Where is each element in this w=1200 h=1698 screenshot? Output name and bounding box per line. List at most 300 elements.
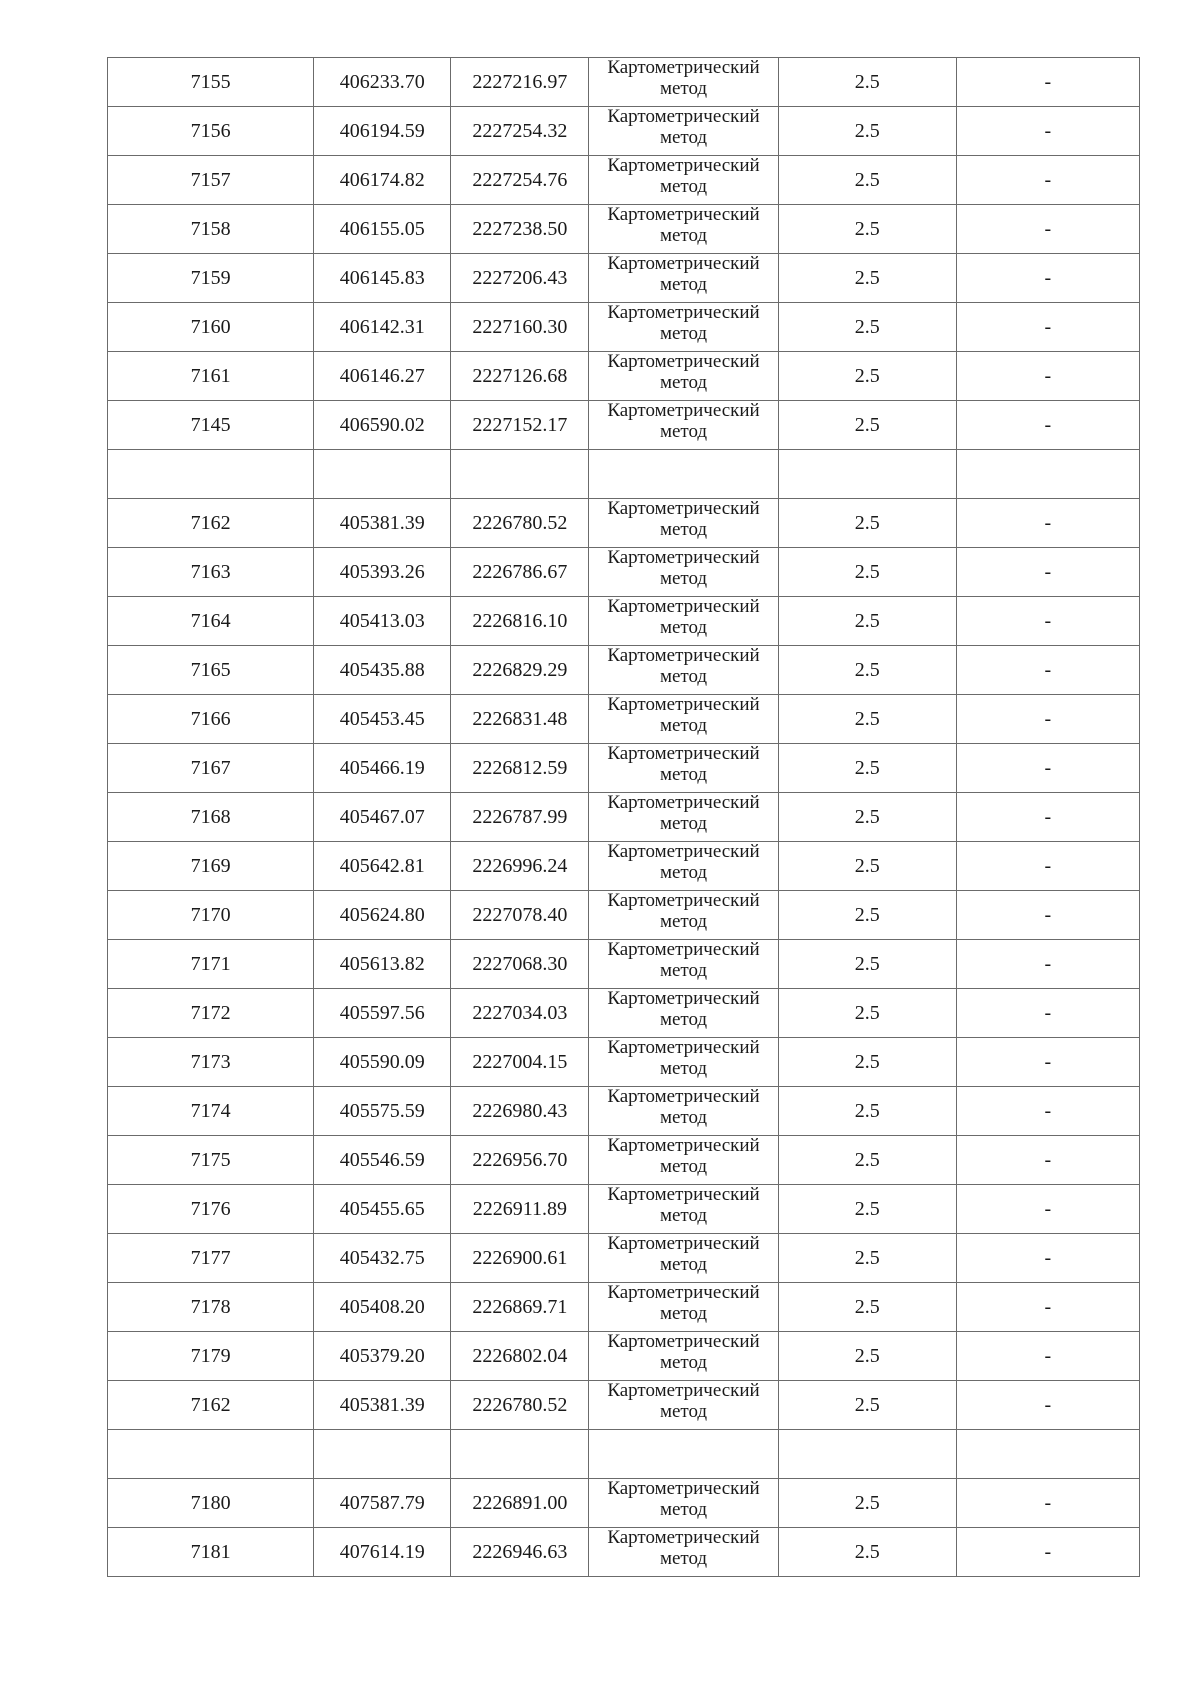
method-text: Картометрический метод [607, 498, 760, 540]
x-coordinate-text: 405467.07 [339, 806, 425, 828]
y-coordinate-text: 2226996.24 [472, 855, 568, 877]
method-cell [589, 401, 778, 450]
y-coordinate-text: 2227152.17 [472, 414, 568, 436]
note-cell [956, 156, 1139, 205]
note-cell [956, 548, 1139, 597]
table-row [108, 989, 1140, 1038]
accuracy-text: 2.5 [854, 855, 880, 877]
y-coordinate-cell [451, 1332, 589, 1381]
table-row [108, 646, 1140, 695]
y-coordinate-cell [451, 254, 589, 303]
accuracy-text: 2.5 [854, 169, 880, 191]
method-cell [589, 940, 778, 989]
method-cell [589, 1479, 778, 1528]
method-cell [589, 548, 778, 597]
x-coordinate-text: 405590.09 [339, 1051, 425, 1073]
coordinates-table [107, 57, 1140, 1577]
accuracy-text: 2.5 [854, 1541, 880, 1563]
note-cell [956, 107, 1139, 156]
y-coordinate-cell [451, 1430, 589, 1479]
accuracy-cell [778, 940, 956, 989]
accuracy-cell [778, 254, 956, 303]
y-coordinate-text: 2227126.68 [472, 365, 568, 387]
accuracy-cell [778, 401, 956, 450]
y-coordinate-cell [451, 107, 589, 156]
table-row [108, 156, 1140, 205]
table-row [108, 548, 1140, 597]
table-row [108, 254, 1140, 303]
method-text: Картометрический метод [607, 1135, 760, 1177]
point-number-text: 7156 [190, 120, 231, 142]
x-coordinate-cell [314, 1332, 451, 1381]
table-row [108, 1185, 1140, 1234]
accuracy-cell [778, 646, 956, 695]
y-coordinate-cell [451, 597, 589, 646]
table-row [108, 1234, 1140, 1283]
point-number-text: 7169 [190, 855, 231, 877]
note-cell [956, 891, 1139, 940]
method-cell [589, 1234, 778, 1283]
note-text: - [1044, 1247, 1052, 1269]
accuracy-cell [778, 548, 956, 597]
y-coordinate-cell [451, 156, 589, 205]
method-text: Картометрический метод [607, 939, 760, 981]
x-coordinate-cell [314, 450, 451, 499]
x-coordinate-text: 405381.39 [339, 1394, 425, 1416]
y-coordinate-cell [451, 58, 589, 107]
method-text: Картометрический метод [607, 204, 760, 246]
note-text: - [1044, 512, 1052, 534]
y-coordinate-cell [451, 1087, 589, 1136]
y-coordinate-text: 2226780.52 [472, 512, 568, 534]
note-text: - [1044, 757, 1052, 779]
note-cell [956, 1528, 1139, 1577]
point-number-cell [108, 107, 314, 156]
y-coordinate-text: 2226787.99 [472, 806, 568, 828]
method-cell [589, 695, 778, 744]
point-number-cell [108, 303, 314, 352]
y-coordinate-text: 2227004.15 [472, 1051, 568, 1073]
note-text: - [1044, 365, 1052, 387]
point-number-text: 7176 [190, 1198, 231, 1220]
x-coordinate-text: 405624.80 [339, 904, 425, 926]
y-coordinate-text: 2227254.32 [472, 120, 568, 142]
point-number-text: 7155 [190, 71, 231, 93]
method-text: Картометрический метод [607, 1331, 760, 1373]
x-coordinate-cell [314, 401, 451, 450]
method-cell [589, 646, 778, 695]
method-cell [589, 1185, 778, 1234]
x-coordinate-text: 407614.19 [339, 1541, 425, 1563]
point-number-text: 7179 [190, 1345, 231, 1367]
table-row [108, 1136, 1140, 1185]
accuracy-text: 2.5 [854, 316, 880, 338]
note-cell [956, 989, 1139, 1038]
x-coordinate-cell [314, 156, 451, 205]
accuracy-text: 2.5 [854, 953, 880, 975]
table-row [108, 891, 1140, 940]
note-cell [956, 205, 1139, 254]
point-number-cell [108, 1136, 314, 1185]
x-coordinate-cell [314, 1234, 451, 1283]
method-text: Картометрический метод [607, 106, 760, 148]
method-cell [589, 597, 778, 646]
x-coordinate-text: 405455.65 [339, 1198, 425, 1220]
note-text: - [1044, 218, 1052, 240]
point-number-cell [108, 1479, 314, 1528]
point-number-cell [108, 1528, 314, 1577]
y-coordinate-text: 2226812.59 [472, 757, 568, 779]
y-coordinate-text: 2226831.48 [472, 708, 568, 730]
note-cell [956, 499, 1139, 548]
method-text: Картометрический метод [607, 792, 760, 834]
y-coordinate-cell [451, 646, 589, 695]
point-number-text: 7175 [190, 1149, 231, 1171]
method-text: Картометрический метод [607, 302, 760, 344]
x-coordinate-cell [314, 1136, 451, 1185]
note-cell [956, 1185, 1139, 1234]
method-text: Картометрический метод [607, 1478, 760, 1520]
accuracy-text: 2.5 [854, 1345, 880, 1367]
y-coordinate-cell [451, 1185, 589, 1234]
y-coordinate-cell [451, 1038, 589, 1087]
accuracy-cell [778, 1479, 956, 1528]
accuracy-cell [778, 1283, 956, 1332]
x-coordinate-text: 406142.31 [339, 316, 425, 338]
method-cell [589, 156, 778, 205]
x-coordinate-cell [314, 842, 451, 891]
accuracy-text: 2.5 [854, 806, 880, 828]
accuracy-text: 2.5 [854, 267, 880, 289]
point-number-cell [108, 450, 314, 499]
y-coordinate-cell [451, 842, 589, 891]
accuracy-cell [778, 744, 956, 793]
point-number-cell [108, 401, 314, 450]
x-coordinate-text: 406233.70 [339, 71, 425, 93]
x-coordinate-cell [314, 891, 451, 940]
note-cell [956, 744, 1139, 793]
y-coordinate-text: 2226891.00 [472, 1492, 568, 1514]
table-row [108, 352, 1140, 401]
point-number-text: 7170 [190, 904, 231, 926]
note-text: - [1044, 1541, 1052, 1563]
x-coordinate-cell [314, 989, 451, 1038]
note-cell [956, 352, 1139, 401]
accuracy-cell [778, 107, 956, 156]
accuracy-text: 2.5 [854, 218, 880, 240]
note-cell [956, 401, 1139, 450]
x-coordinate-text: 405466.19 [339, 757, 425, 779]
y-coordinate-text: 2226802.04 [472, 1345, 568, 1367]
note-text: - [1044, 1296, 1052, 1318]
point-number-cell [108, 499, 314, 548]
table-row [108, 1381, 1140, 1430]
x-coordinate-text: 405379.20 [339, 1345, 425, 1367]
point-number-text: 7174 [190, 1100, 231, 1122]
point-number-cell [108, 254, 314, 303]
y-coordinate-cell [451, 891, 589, 940]
x-coordinate-cell [314, 1528, 451, 1577]
table-row [108, 303, 1140, 352]
x-coordinate-text: 405408.20 [339, 1296, 425, 1318]
note-text: - [1044, 904, 1052, 926]
note-cell [956, 1381, 1139, 1430]
method-text: Картометрический метод [607, 1527, 760, 1569]
method-cell [589, 793, 778, 842]
accuracy-cell [778, 842, 956, 891]
method-cell [589, 1528, 778, 1577]
method-cell [589, 303, 778, 352]
y-coordinate-text: 2227254.76 [472, 169, 568, 191]
x-coordinate-text: 405613.82 [339, 953, 425, 975]
method-cell [589, 891, 778, 940]
point-number-cell [108, 940, 314, 989]
point-number-text: 7160 [190, 316, 231, 338]
method-text: Картометрический метод [607, 890, 760, 932]
y-coordinate-text: 2226869.71 [472, 1296, 568, 1318]
accuracy-text: 2.5 [854, 1247, 880, 1269]
x-coordinate-cell [314, 548, 451, 597]
note-cell [956, 1283, 1139, 1332]
x-coordinate-cell [314, 940, 451, 989]
note-text: - [1044, 71, 1052, 93]
point-number-text: 7163 [190, 561, 231, 583]
x-coordinate-text: 405432.75 [339, 1247, 425, 1269]
note-text: - [1044, 414, 1052, 436]
table-row [108, 205, 1140, 254]
point-number-cell [108, 793, 314, 842]
method-cell [589, 1038, 778, 1087]
point-number-text: 7168 [190, 806, 231, 828]
point-number-text: 7161 [190, 365, 231, 387]
accuracy-cell [778, 205, 956, 254]
accuracy-text: 2.5 [854, 708, 880, 730]
method-cell [589, 499, 778, 548]
point-number-text: 7158 [190, 218, 231, 240]
method-cell [589, 450, 778, 499]
accuracy-text: 2.5 [854, 1296, 880, 1318]
point-number-cell [108, 1283, 314, 1332]
point-number-cell [108, 1430, 314, 1479]
y-coordinate-cell [451, 205, 589, 254]
y-coordinate-cell [451, 499, 589, 548]
point-number-cell [108, 1038, 314, 1087]
y-coordinate-cell [451, 940, 589, 989]
point-number-text: 7173 [190, 1051, 231, 1073]
y-coordinate-text: 2226900.61 [472, 1247, 568, 1269]
method-text: Картометрический метод [607, 1037, 760, 1079]
accuracy-cell [778, 156, 956, 205]
note-cell [956, 1332, 1139, 1381]
note-text: - [1044, 120, 1052, 142]
method-text: Картометрический метод [607, 155, 760, 197]
table-row [108, 499, 1140, 548]
accuracy-cell [778, 1430, 956, 1479]
x-coordinate-text: 405453.45 [339, 708, 425, 730]
accuracy-cell [778, 1087, 956, 1136]
method-cell [589, 107, 778, 156]
x-coordinate-text: 405546.59 [339, 1149, 425, 1171]
point-number-cell [108, 646, 314, 695]
note-text: - [1044, 169, 1052, 191]
method-cell [589, 58, 778, 107]
x-coordinate-text: 405642.81 [339, 855, 425, 877]
x-coordinate-cell [314, 352, 451, 401]
note-cell [956, 793, 1139, 842]
y-coordinate-text: 2227078.40 [472, 904, 568, 926]
note-text: - [1044, 561, 1052, 583]
method-text: Картометрический метод [607, 547, 760, 589]
x-coordinate-cell [314, 205, 451, 254]
method-text: Картометрический метод [607, 596, 760, 638]
method-text: Картометрический метод [607, 1282, 760, 1324]
x-coordinate-cell [314, 793, 451, 842]
point-number-text: 7177 [190, 1247, 231, 1269]
y-coordinate-text: 2226946.63 [472, 1541, 568, 1563]
y-coordinate-cell [451, 303, 589, 352]
accuracy-cell [778, 352, 956, 401]
accuracy-text: 2.5 [854, 1002, 880, 1024]
y-coordinate-cell [451, 1283, 589, 1332]
y-coordinate-cell [451, 744, 589, 793]
note-cell [956, 450, 1139, 499]
note-cell [956, 1087, 1139, 1136]
y-coordinate-text: 2227068.30 [472, 953, 568, 975]
accuracy-text: 2.5 [854, 1198, 880, 1220]
y-coordinate-cell [451, 1136, 589, 1185]
x-coordinate-text: 405597.56 [339, 1002, 425, 1024]
y-coordinate-cell [451, 793, 589, 842]
accuracy-text: 2.5 [854, 71, 880, 93]
y-coordinate-cell [451, 401, 589, 450]
x-coordinate-cell [314, 1430, 451, 1479]
note-text: - [1044, 855, 1052, 877]
accuracy-text: 2.5 [854, 1100, 880, 1122]
note-text: - [1044, 316, 1052, 338]
x-coordinate-cell [314, 1185, 451, 1234]
point-number-text: 7167 [190, 757, 231, 779]
accuracy-text: 2.5 [854, 512, 880, 534]
y-coordinate-text: 2226980.43 [472, 1100, 568, 1122]
method-text: Картометрический метод [607, 743, 760, 785]
point-number-text: 7165 [190, 659, 231, 681]
table-row [108, 1087, 1140, 1136]
point-number-text: 7162 [190, 1394, 231, 1416]
table-row [108, 1038, 1140, 1087]
accuracy-cell [778, 1381, 956, 1430]
point-number-text: 7172 [190, 1002, 231, 1024]
note-cell [956, 1430, 1139, 1479]
point-number-cell [108, 205, 314, 254]
x-coordinate-text: 405413.03 [339, 610, 425, 632]
point-number-text: 7162 [190, 512, 231, 534]
x-coordinate-text: 405393.26 [339, 561, 425, 583]
accuracy-text: 2.5 [854, 1492, 880, 1514]
note-text: - [1044, 1100, 1052, 1122]
y-coordinate-text: 2226780.52 [472, 1394, 568, 1416]
accuracy-cell [778, 793, 956, 842]
point-number-cell [108, 58, 314, 107]
accuracy-text: 2.5 [854, 1149, 880, 1171]
x-coordinate-text: 407587.79 [339, 1492, 425, 1514]
note-cell [956, 1038, 1139, 1087]
method-text: Картометрический метод [607, 1380, 760, 1422]
method-text: Картометрический метод [607, 57, 760, 99]
accuracy-cell [778, 695, 956, 744]
point-number-cell [108, 1087, 314, 1136]
note-text: - [1044, 1002, 1052, 1024]
table-row-separator [108, 1430, 1140, 1479]
point-number-cell [108, 1234, 314, 1283]
point-number-cell [108, 1185, 314, 1234]
x-coordinate-cell [314, 1381, 451, 1430]
x-coordinate-text: 405381.39 [339, 512, 425, 534]
note-text: - [1044, 1198, 1052, 1220]
y-coordinate-cell [451, 1528, 589, 1577]
y-coordinate-cell [451, 548, 589, 597]
point-number-cell [108, 156, 314, 205]
note-cell [956, 597, 1139, 646]
table-row [108, 1479, 1140, 1528]
accuracy-text: 2.5 [854, 904, 880, 926]
table-row [108, 1528, 1140, 1577]
point-number-cell [108, 1332, 314, 1381]
accuracy-cell [778, 1234, 956, 1283]
accuracy-text: 2.5 [854, 414, 880, 436]
note-cell [956, 303, 1139, 352]
note-cell [956, 842, 1139, 891]
y-coordinate-cell [451, 352, 589, 401]
method-text: Картометрический метод [607, 400, 760, 442]
note-text: - [1044, 1394, 1052, 1416]
method-cell [589, 989, 778, 1038]
method-cell [589, 744, 778, 793]
point-number-text: 7159 [190, 267, 231, 289]
point-number-text: 7164 [190, 610, 231, 632]
table-row [108, 401, 1140, 450]
point-number-cell [108, 352, 314, 401]
accuracy-text: 2.5 [854, 659, 880, 681]
accuracy-text: 2.5 [854, 610, 880, 632]
method-cell [589, 205, 778, 254]
x-coordinate-text: 406194.59 [339, 120, 425, 142]
note-cell [956, 695, 1139, 744]
x-coordinate-cell [314, 303, 451, 352]
table-row [108, 58, 1140, 107]
y-coordinate-cell [451, 1381, 589, 1430]
y-coordinate-cell [451, 450, 589, 499]
note-text: - [1044, 1051, 1052, 1073]
note-text: - [1044, 1149, 1052, 1171]
method-text: Картометрический метод [607, 1233, 760, 1275]
y-coordinate-text: 2227238.50 [472, 218, 568, 240]
point-number-cell [108, 744, 314, 793]
note-text: - [1044, 953, 1052, 975]
method-text: Картометрический метод [607, 1184, 760, 1226]
accuracy-cell [778, 499, 956, 548]
x-coordinate-text: 406155.05 [339, 218, 425, 240]
method-cell [589, 352, 778, 401]
accuracy-cell [778, 891, 956, 940]
y-coordinate-text: 2227160.30 [472, 316, 568, 338]
table-row-separator [108, 450, 1140, 499]
y-coordinate-text: 2227216.97 [472, 71, 568, 93]
note-cell [956, 1234, 1139, 1283]
y-coordinate-text: 2226956.70 [472, 1149, 568, 1171]
accuracy-cell [778, 1332, 956, 1381]
x-coordinate-cell [314, 254, 451, 303]
note-text: - [1044, 1345, 1052, 1367]
